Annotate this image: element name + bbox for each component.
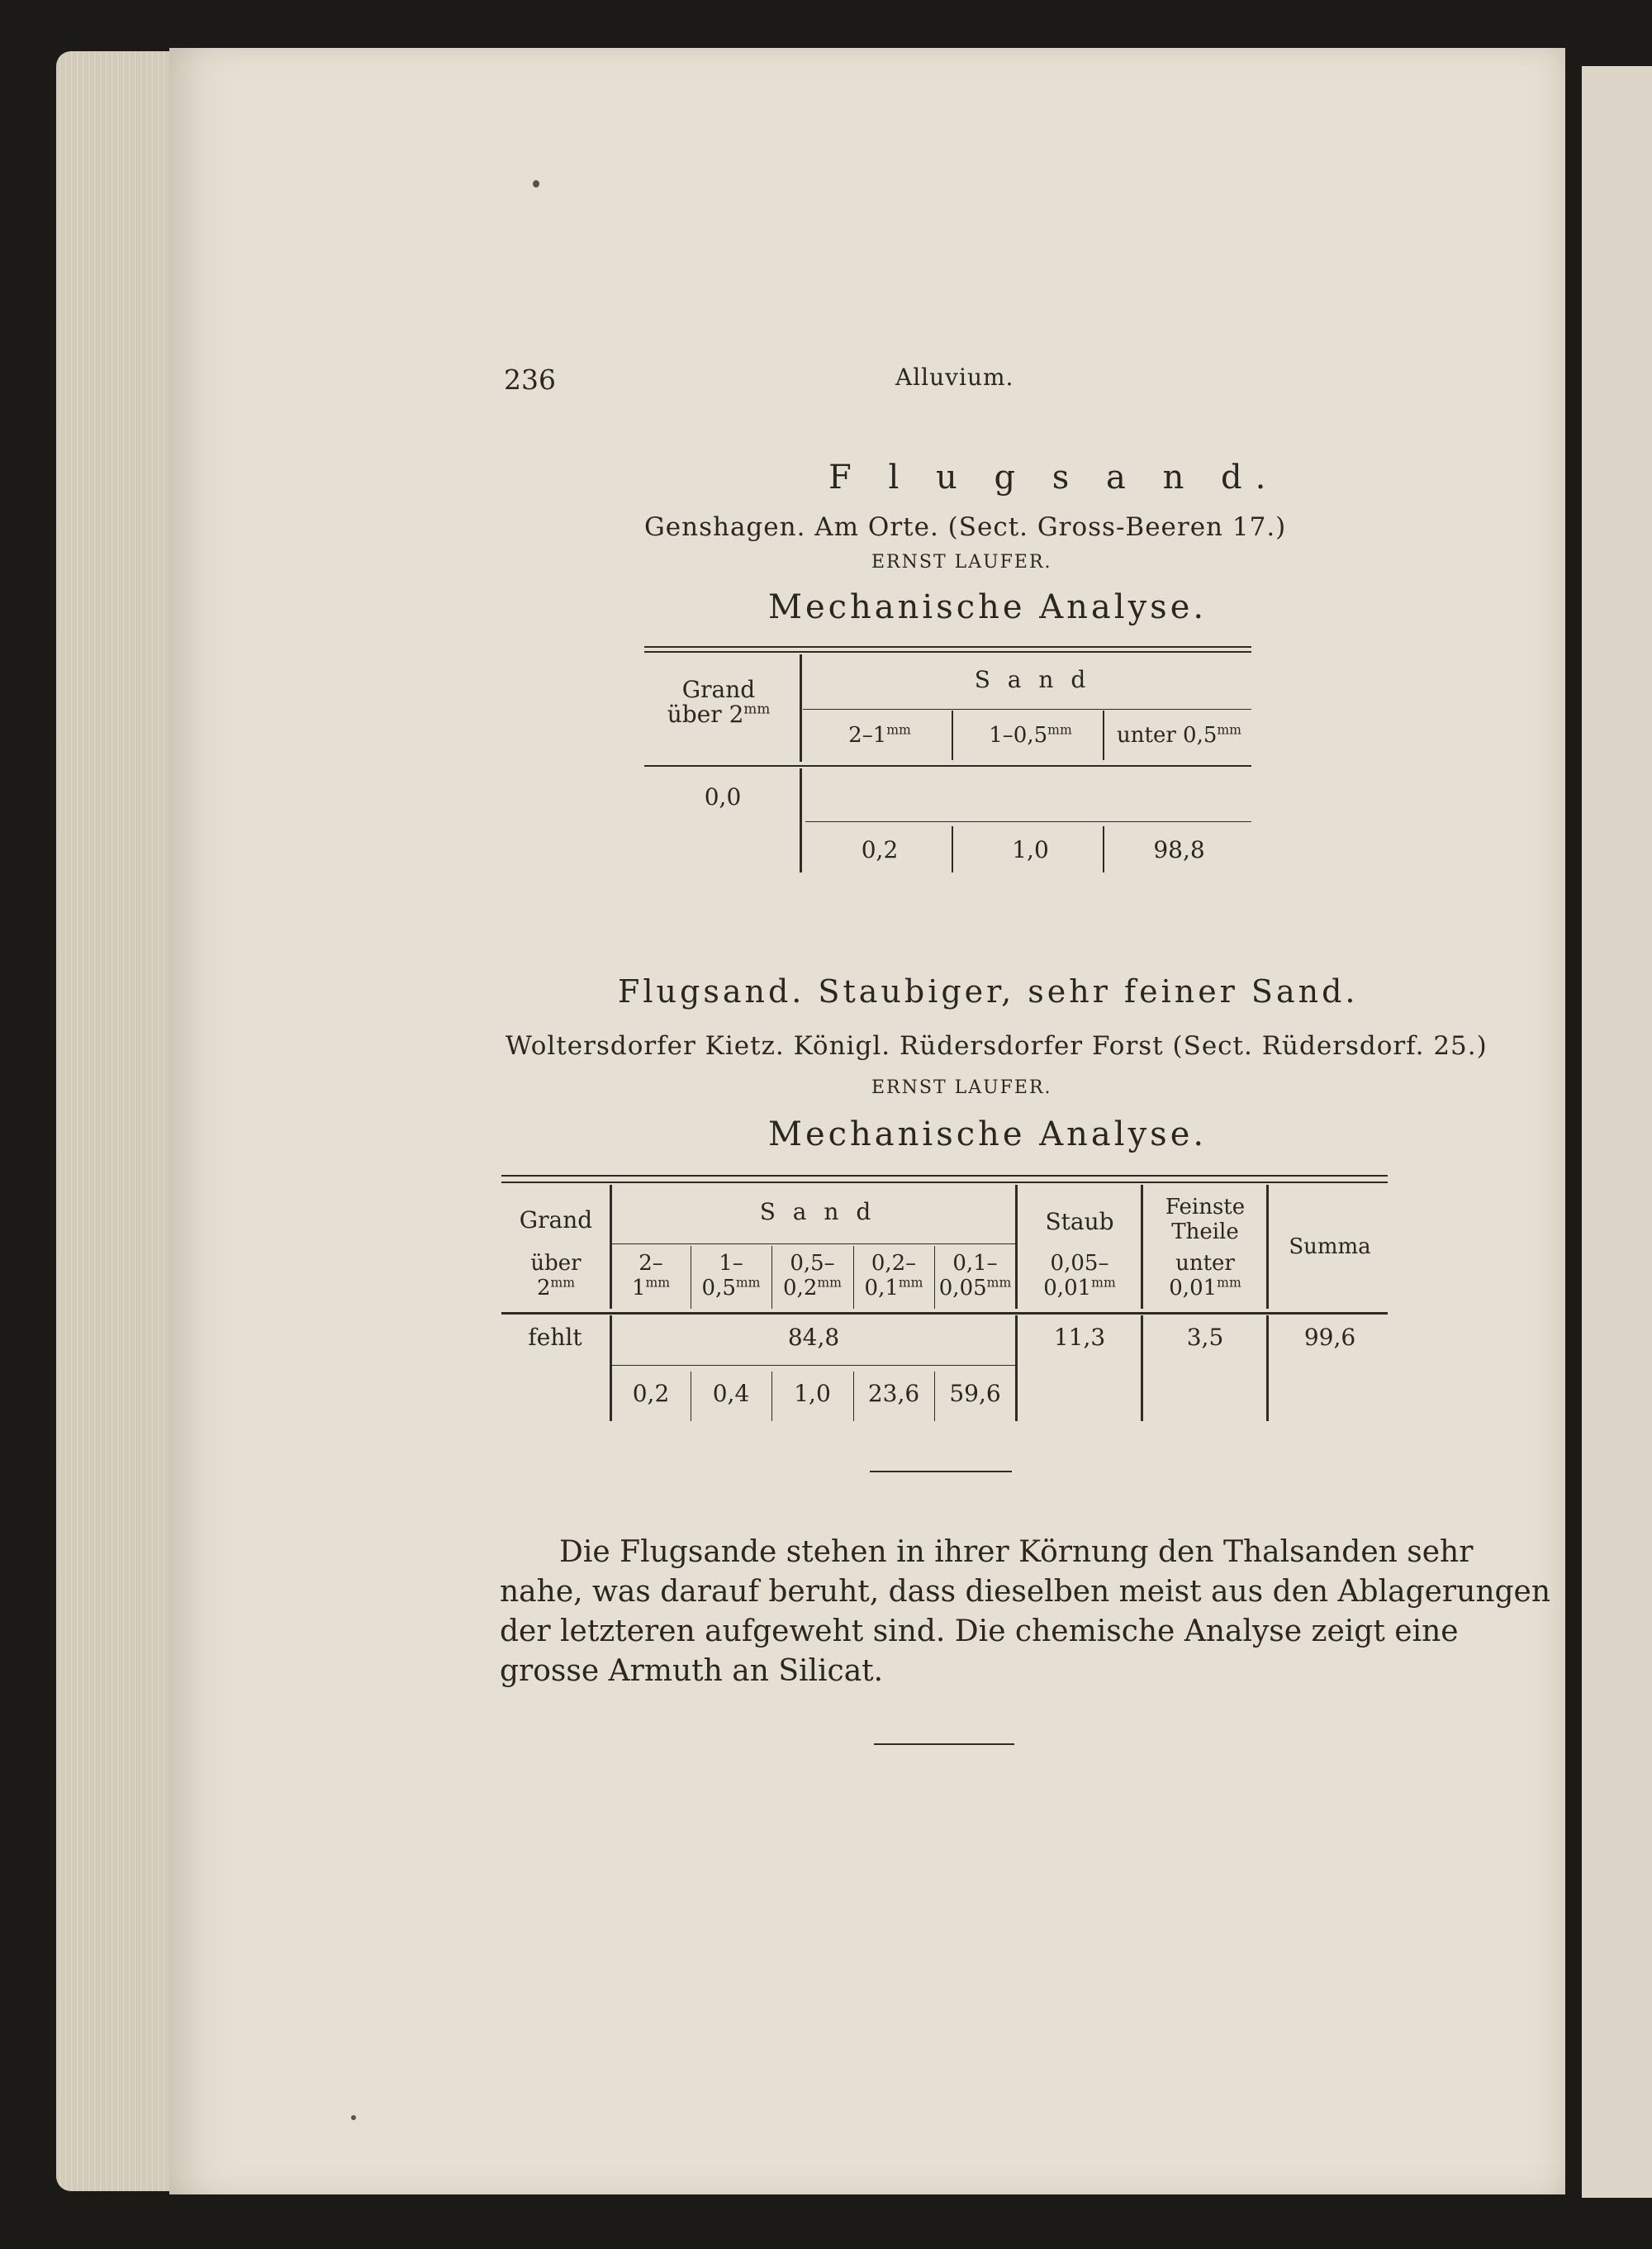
table-rule	[1141, 1315, 1143, 1421]
table-rule	[644, 651, 1251, 653]
section2-title: Flugsand. Staubiger, sehr feiner Sand.	[618, 973, 1359, 1010]
sand-value-5: 59,6	[949, 1380, 1001, 1407]
unit-mm: mm	[645, 1275, 671, 1291]
feinste-header-2: Theile	[1171, 1220, 1239, 1244]
staub-range-top: 0,05–	[1050, 1251, 1109, 1276]
sand-col-5-bottom: 0,05	[938, 1276, 987, 1300]
sand-col-2-bottom: 0,5	[701, 1276, 736, 1300]
facing-page-edge	[1582, 66, 1652, 2198]
unit-mm: mm	[550, 1275, 576, 1291]
unit-mm: mm	[1047, 722, 1072, 738]
table-rule	[771, 1246, 772, 1309]
grand-header: Grand	[681, 676, 756, 703]
page-number: 236	[504, 364, 556, 396]
table-rule	[501, 1175, 1388, 1177]
paragraph-line: Die Flugsande stehen in ihrer Körnung den Thalsanden sehr	[559, 1535, 1474, 1569]
table-rule	[803, 709, 1251, 710]
sand-value-3: 1,0	[794, 1380, 831, 1407]
sand-col-2: 1–0,5	[989, 723, 1048, 748]
sand-col-3-top: 0,5–	[790, 1251, 835, 1276]
section1-title: F l u g s a n d.	[828, 459, 1279, 497]
table-rule	[1015, 1315, 1018, 1421]
sand-header: S a n d	[759, 1198, 876, 1225]
table-rule	[934, 1372, 935, 1421]
sand-value-3: 98,8	[1153, 836, 1205, 863]
unit-mm: mm	[986, 1275, 1012, 1291]
grand-value: fehlt	[528, 1324, 582, 1351]
section1-author: ERNST LAUFER.	[871, 552, 1052, 573]
unit-mm: mm	[1217, 722, 1241, 738]
staub-range-bottom: 0,01	[1043, 1276, 1092, 1300]
unit-mm: mm	[898, 1275, 923, 1291]
sand-value-2: 0,4	[712, 1380, 750, 1407]
unit-mm: mm	[735, 1275, 761, 1291]
summa-value: 99,6	[1303, 1324, 1356, 1351]
paragraph-line: der letzteren aufgeweht sind. Die chemische Analyse zeigt eine	[500, 1614, 1459, 1648]
grand-header: Grand	[519, 1206, 593, 1234]
sand-col-4-bottom: 0,1	[864, 1276, 899, 1300]
staub-value: 11,3	[1053, 1324, 1106, 1351]
sand-col-5-top: 0,1–	[952, 1251, 998, 1276]
table-rule	[934, 1246, 935, 1309]
paper-speck	[533, 180, 539, 188]
section2-author: ERNST LAUFER.	[871, 1077, 1052, 1098]
table-rule	[501, 1312, 1388, 1315]
body-paragraph	[500, 1533, 1551, 1691]
feinste-value: 3,5	[1186, 1324, 1224, 1351]
feinste-unit-1: unter	[1175, 1251, 1235, 1276]
table-rule	[1103, 711, 1104, 760]
table-rule	[1103, 826, 1104, 872]
unit-mm: mm	[817, 1275, 842, 1291]
unit-mm: mm	[1091, 1275, 1116, 1291]
grand-unit: über 2	[667, 701, 744, 728]
section2-location: Woltersdorfer Kietz. Königl. Rüdersdorfer Forst (Sect. Rüdersdorf. 25.)	[506, 1031, 1488, 1061]
sand-col-4-top: 0,2–	[871, 1251, 917, 1276]
table-rule	[644, 646, 1251, 648]
table-rule	[612, 1243, 1015, 1244]
feinste-unit-2: 0,01	[1169, 1276, 1218, 1300]
table-rule	[952, 826, 953, 872]
sand-total: 84,8	[787, 1324, 840, 1351]
table-rule	[610, 1185, 612, 1309]
table-rule	[1141, 1185, 1143, 1309]
grand-unit-bottom: 2	[536, 1276, 551, 1300]
unit-mm: mm	[886, 722, 911, 738]
summa-header: Summa	[1289, 1234, 1371, 1259]
section1-location: Genshagen. Am Orte. (Sect. Gross-Beeren 17.)	[644, 512, 1287, 542]
sand-col-2-top: 1–	[719, 1251, 743, 1276]
sand-col-1-bottom: 1	[631, 1276, 646, 1300]
section2-analysis-title: Mechanische Analyse.	[768, 1115, 1208, 1153]
table-rule	[1015, 1185, 1018, 1309]
section-divider	[870, 1471, 1012, 1472]
sand-col-1-top: 2–	[638, 1251, 663, 1276]
table-rule	[1266, 1315, 1269, 1421]
sand-col-1: 2–1	[848, 723, 887, 748]
page-edges	[56, 51, 188, 2191]
unit-mm: mm	[1217, 1275, 1241, 1291]
table-rule	[853, 1372, 854, 1421]
table-rule	[800, 768, 802, 872]
paragraph-line: nahe, was darauf beruht, dass dieselben meist aus den Ablagerungen	[500, 1575, 1551, 1609]
sand-value-4: 23,6	[867, 1380, 920, 1407]
staub-header: Staub	[1045, 1208, 1114, 1235]
feinste-header-1: Feinste	[1165, 1195, 1246, 1220]
table-rule	[853, 1246, 854, 1309]
end-divider	[874, 1743, 1014, 1745]
sand-col-3-bottom: 0,2	[783, 1276, 818, 1300]
table-rule	[644, 765, 1251, 767]
paragraph-line: grosse Armuth an Silicat.	[500, 1654, 884, 1688]
table-rule	[612, 1365, 1015, 1366]
table-rule	[501, 1182, 1388, 1183]
table-rule	[952, 711, 953, 760]
table-rule	[771, 1372, 772, 1421]
sand-header: S a n d	[974, 666, 1091, 693]
table-rule	[1266, 1185, 1269, 1309]
sand-value-1: 0,2	[632, 1380, 670, 1407]
sand-value-1: 0,2	[861, 836, 899, 863]
table-rule	[610, 1315, 612, 1421]
running-head: Alluvium.	[895, 364, 1014, 391]
section1-analysis-title: Mechanische Analyse.	[768, 588, 1208, 626]
paper-speck	[351, 2115, 356, 2120]
table-rule	[805, 821, 1251, 822]
sand-col-3: unter 0,5	[1117, 723, 1218, 748]
unit-mm: mm	[743, 700, 771, 717]
sand-value-2: 1,0	[1012, 836, 1049, 863]
grand-unit-top: über	[530, 1251, 582, 1276]
table-rule	[800, 654, 802, 762]
grand-value: 0,0	[704, 783, 742, 811]
